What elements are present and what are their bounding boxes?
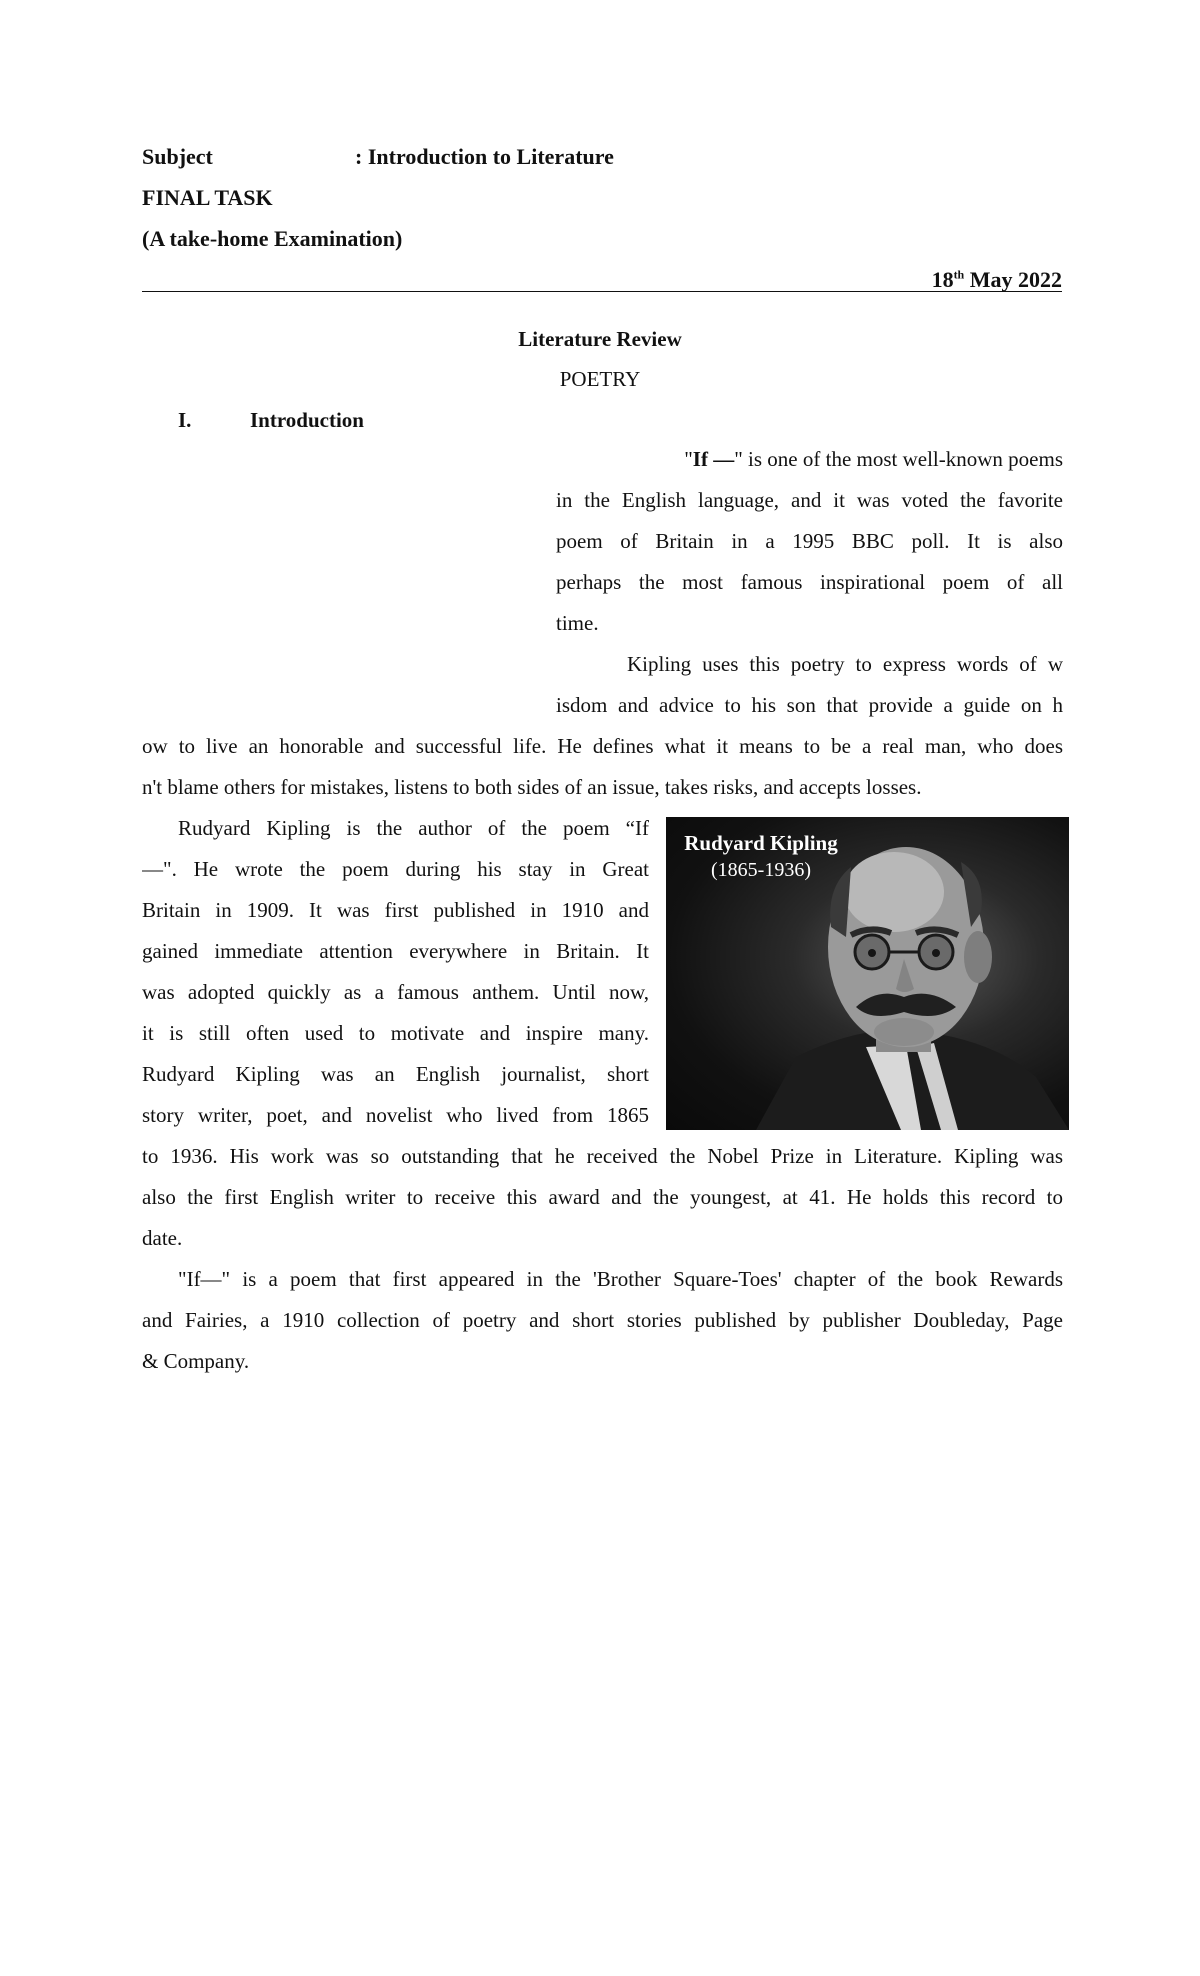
section-title: Literature Review [518,327,682,351]
para3-line-2: —". He wrote the poem during his stay in Great [142,857,649,881]
photo-caption-name: Rudyard Kipling [684,831,838,855]
section-numeral: I. [178,408,192,432]
final-task-label: FINAL TASK [142,185,273,210]
para4-line-3: & Company. [142,1349,250,1373]
para3-line-3: Britain in 1909. It was first published in 1910 and [142,898,649,922]
para3-line-7: Rudyard Kipling was an English journalist, short [142,1062,649,1086]
exam-type-label: (A take-home Examination) [142,226,403,251]
para1-line-5: time. [556,611,599,635]
subject-label: Subject [142,144,213,169]
para3-line-9: to 1936. His work was so outstanding that he received the Nobel Prize in Literature. Kipling was [142,1144,1063,1168]
para3-line-5: was adopted quickly as a famous anthem. Until now, [142,980,649,1004]
kipling-portrait-photo [666,817,1069,1130]
para1-line-1: "If —" is one of the most well-known poems [684,447,1063,471]
para1-line-2: in the English language, and it was voted the favorite [556,488,1063,512]
para1-line-4: perhaps the most famous inspirational poem of all [556,570,1063,594]
date-suffix: th [953,267,965,282]
para3-line-8: story writer, poet, and novelist who lived from 1865 [142,1103,649,1127]
para3-line-6: it is still often used to motivate and inspire many. [142,1021,649,1045]
para2-line-4: n't blame others for mistakes, listens to both sides of an issue, takes risks, and accepts losses. [142,775,922,799]
para3-line-4: gained immediate attention everywhere in Britain. It [142,939,649,963]
poem-title-bold: If — [692,447,735,471]
para4-line-1: "If—" is a poem that first appeared in the 'Brother Square-Toes' chapter of the book Rewards [178,1267,1063,1291]
para2-line-2: isdom and advice to his son that provide a guide on h [556,693,1063,717]
section-subtitle: POETRY [559,367,641,391]
para3-line-1: Rudyard Kipling is the author of the poem “If [178,816,649,840]
para3-line-11: date. [142,1226,183,1250]
exam-date [932,267,1062,293]
header-divider [142,291,1062,292]
para1-line-3: poem of Britain in a 1995 BBC poll. It is also [556,529,1063,553]
date-day: 18 [931,267,954,292]
section-heading: Introduction [250,408,364,432]
para2-line-1: Kipling uses this poetry to express words of w [627,652,1063,676]
para2-line-3: ow to live an honorable and successful life. He defines what it means to be a real man, who does [142,734,1063,758]
para3-line-10: also the first English writer to receive this award and the youngest, at 41. He holds this record to [142,1185,1063,1209]
photo-caption-years: (1865-1936) [711,859,811,881]
subject-value: : Introduction to Literature [355,144,614,169]
para4-line-2: and Fairies, a 1910 collection of poetry and short stories published by publisher Doubleday, Page [142,1308,1063,1332]
date-rest: May 2022 [964,267,1062,292]
